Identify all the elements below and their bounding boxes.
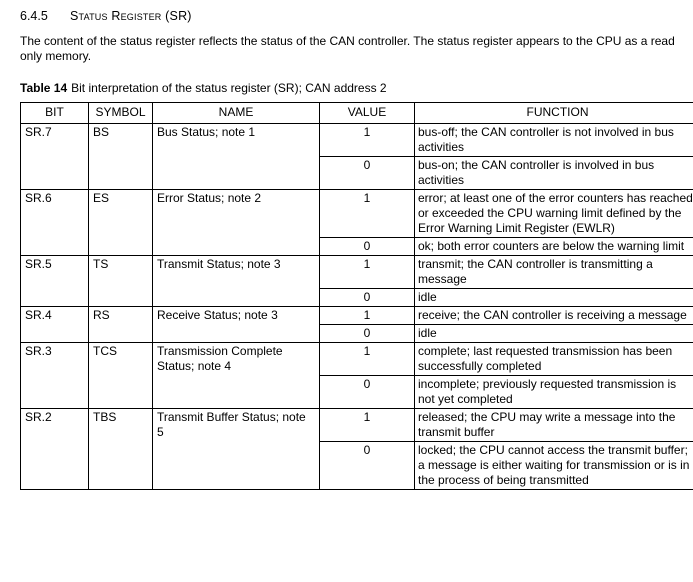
symbol-cell: BS	[89, 124, 153, 190]
value-cell: 0	[320, 376, 415, 409]
symbol-cell: ES	[89, 190, 153, 256]
header-symbol: SYMBOL	[89, 103, 153, 124]
function-cell: bus-on; the CAN controller is involved in bus activities	[415, 157, 693, 190]
function-cell: receive; the CAN controller is receiving a message	[415, 307, 693, 325]
bit-cell: SR.5	[21, 256, 89, 307]
value-cell: 1	[320, 307, 415, 325]
name-cell: Bus Status; note 1	[153, 124, 320, 190]
table-row	[21, 409, 693, 442]
name-cell: Transmit Buffer Status; note 5	[153, 409, 320, 490]
name-cell: Transmit Status; note 3	[153, 256, 320, 307]
value-cell: 0	[320, 289, 415, 307]
value-cell: 1	[320, 256, 415, 289]
header-bit: BIT	[21, 103, 89, 124]
value-cell: 0	[320, 442, 415, 490]
function-cell: error; at least one of the error counters has reached or exceeded the CPU warning limit defined by the Error Warning Limit Register (EWLR)	[415, 190, 693, 238]
value-cell: 1	[320, 343, 415, 376]
section-heading	[20, 9, 192, 23]
table-row	[21, 343, 693, 376]
table-caption-text: Bit interpretation of the status register (SR); CAN address 2	[71, 81, 387, 95]
value-cell: 0	[320, 325, 415, 343]
name-cell: Receive Status; note 3	[153, 307, 320, 343]
bit-cell: SR.7	[21, 124, 89, 190]
function-cell: bus-off; the CAN controller is not involved in bus activities	[415, 124, 693, 157]
table-caption-label: Table 14	[20, 81, 68, 95]
value-cell: 1	[320, 124, 415, 157]
symbol-cell: TS	[89, 256, 153, 307]
function-cell: complete; last requested transmission has been successfully completed	[415, 343, 693, 376]
header-name: NAME	[153, 103, 320, 124]
header-value: VALUE	[320, 103, 415, 124]
symbol-cell: RS	[89, 307, 153, 343]
value-cell: 1	[320, 190, 415, 238]
function-cell: released; the CPU may write a message into the transmit buffer	[415, 409, 693, 442]
name-cell: Error Status; note 2	[153, 190, 320, 256]
table-row	[21, 307, 693, 325]
table-caption	[20, 81, 387, 95]
function-cell: transmit; the CAN controller is transmitting a message	[415, 256, 693, 289]
function-cell: idle	[415, 325, 693, 343]
symbol-cell: TCS	[89, 343, 153, 409]
bit-cell: SR.3	[21, 343, 89, 409]
intro-paragraph: The content of the status register reflects the status of the CAN controller. The status register appears to the CPU as a read only memory.	[20, 34, 675, 63]
table-header-row	[21, 103, 693, 124]
value-cell: 0	[320, 238, 415, 256]
header-function: FUNCTION	[415, 103, 693, 124]
bit-cell: SR.6	[21, 190, 89, 256]
section-title: Status Register (SR)	[70, 9, 192, 23]
table-row	[21, 124, 693, 157]
section-number: 6.4.5	[20, 9, 48, 23]
bit-cell: SR.4	[21, 307, 89, 343]
table-row	[21, 256, 693, 289]
function-cell: incomplete; previously requested transmission is not yet completed	[415, 376, 693, 409]
bit-cell: SR.2	[21, 409, 89, 490]
table-row	[21, 190, 693, 238]
status-register-table	[20, 102, 693, 490]
function-cell: idle	[415, 289, 693, 307]
name-cell: Transmission Complete Status; note 4	[153, 343, 320, 409]
function-cell: locked; the CPU cannot access the transmit buffer; a message is either waiting for transmission or is in the process of being transmitted	[415, 442, 693, 490]
symbol-cell: TBS	[89, 409, 153, 490]
function-cell: ok; both error counters are below the warning limit	[415, 238, 693, 256]
value-cell: 1	[320, 409, 415, 442]
value-cell: 0	[320, 157, 415, 190]
